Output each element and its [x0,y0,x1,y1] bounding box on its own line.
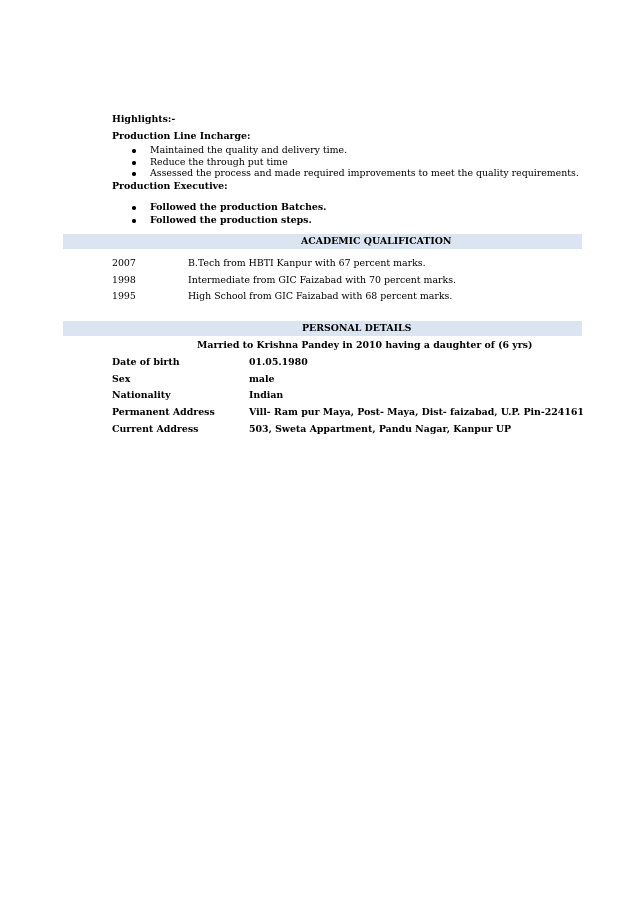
production-executive-title: Production Executive: [112,181,228,192]
list-item: Assessed the process and made required improvements to meet the quality requirements. [132,168,579,180]
detail-label: Permanent Address [112,407,215,418]
detail-value: 503, Sweta Appartment, Pandu Nagar, Kanpur UP [249,424,512,435]
academic-year: 1998 [112,275,136,286]
production-line-incharge-list [132,145,579,180]
academic-section-header [63,234,582,249]
academic-detail: High School from GIC Faizabad with 68 percent marks. [188,291,453,302]
detail-value: Indian [249,390,284,401]
detail-value: 01.05.1980 [249,357,308,368]
detail-label: Current Address [112,424,199,435]
list-item: Reduce the through put time [132,157,579,169]
academic-year: 1995 [112,291,136,302]
production-line-incharge-title: Production Line Incharge: [112,131,251,142]
marital-status: Married to Krishna Pandey in 2010 having a daughter of (6 yrs) [197,340,533,351]
academic-detail: Intermediate from GIC Faizabad with 70 percent marks. [188,275,456,286]
bullet-icon [132,161,136,165]
highlights-heading: Highlights:- [112,114,176,125]
detail-label: Date of birth [112,357,180,368]
bullet-icon [132,206,136,210]
list-item: Followed the production steps. [132,215,326,227]
detail-label: Sex [112,374,131,385]
list-item: Maintained the quality and delivery time. [132,145,579,157]
bullet-icon [132,149,136,153]
personal-section-header [63,321,582,336]
list-item: Followed the production Batches. [132,202,326,215]
production-executive-list [132,202,326,226]
detail-label: Nationality [112,390,171,401]
academic-detail: B.Tech from HBTI Kanpur with 67 percent marks. [188,258,426,269]
academic-year: 2007 [112,258,136,269]
bullet-icon [132,219,136,223]
detail-value: male [249,374,275,385]
personal-section-title: PERSONAL DETAILS [302,323,412,334]
bullet-icon [132,172,136,176]
detail-value: Vill- Ram pur Maya, Post- Maya, Dist- faizabad, U.P. Pin-224161 [249,407,584,418]
academic-section-title: ACADEMIC QUALIFICATION [301,236,452,247]
